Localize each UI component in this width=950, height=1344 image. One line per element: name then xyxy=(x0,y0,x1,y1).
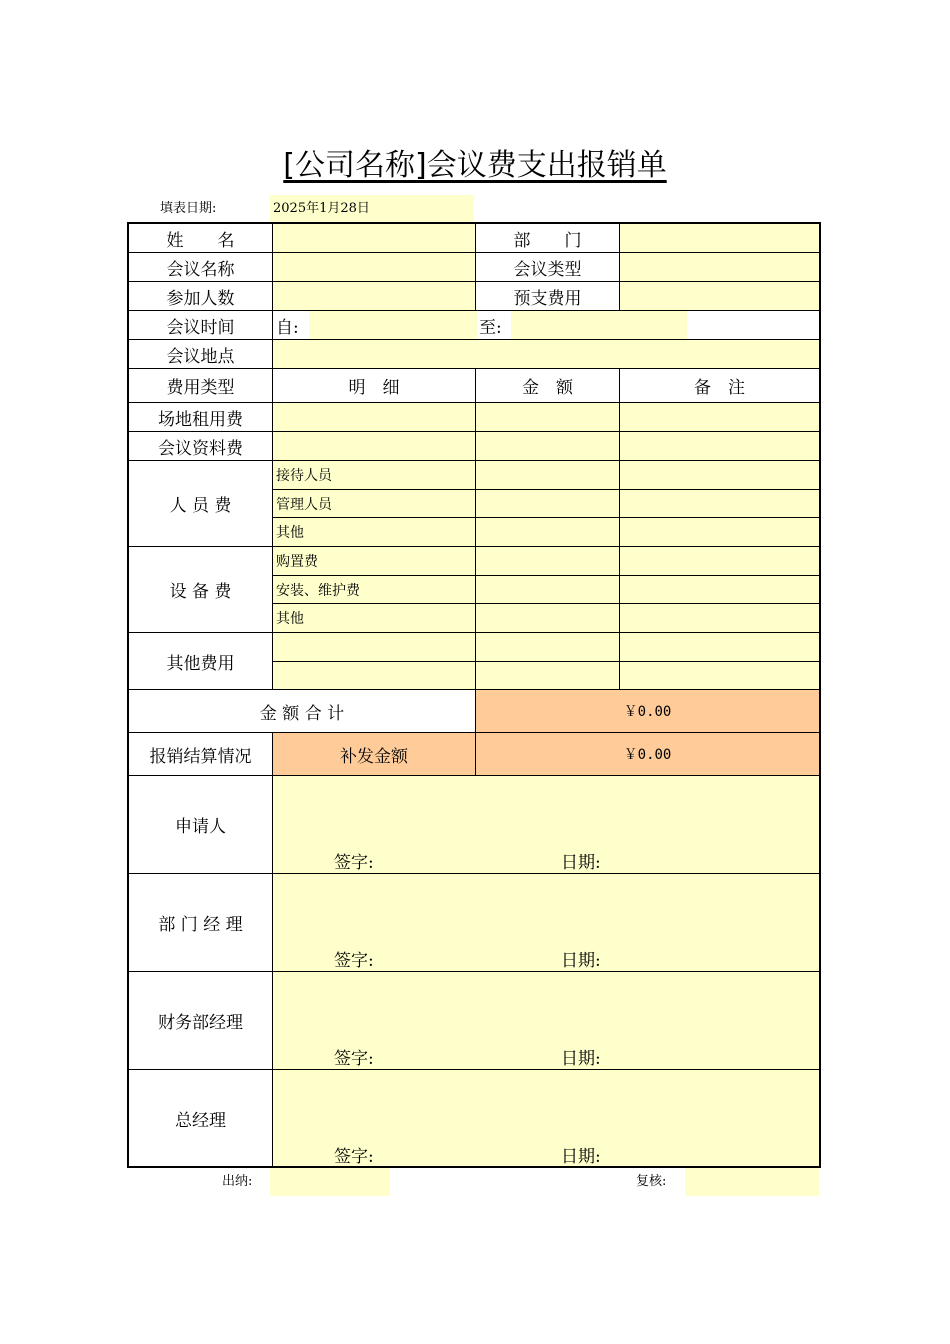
equip-purchase-amount[interactable] xyxy=(476,547,620,576)
label-material-fee: 会议资料费 xyxy=(129,432,273,461)
label-supplement: 补发金额 xyxy=(273,733,476,776)
fill-date-field[interactable]: 2025年1月28日 xyxy=(270,195,474,223)
dept-manager-sign-area[interactable] xyxy=(273,874,819,972)
meeting-name-field[interactable] xyxy=(273,253,476,282)
staff-other-field[interactable]: 其他 xyxy=(273,518,476,547)
page-title xyxy=(0,140,950,184)
title-text: [公司名称]会议费支出报销单 xyxy=(283,148,667,183)
other-fee-amount-1[interactable] xyxy=(476,633,620,662)
header-amount: 金 额 xyxy=(476,369,620,403)
label-other-fee: 其他费用 xyxy=(129,633,273,690)
attendees-field[interactable] xyxy=(273,282,476,311)
label-dept-manager: 部 门 经 理 xyxy=(129,874,273,972)
general-manager-sign-label: 签字: xyxy=(334,1147,374,1167)
label-name: 姓 名 xyxy=(129,224,273,253)
label-from: 自: xyxy=(276,317,299,338)
equip-other-remark[interactable] xyxy=(620,604,819,633)
equip-install-amount[interactable] xyxy=(476,576,620,604)
department-field[interactable] xyxy=(620,224,819,253)
meeting-time-row xyxy=(273,311,819,340)
cashier-field[interactable] xyxy=(270,1168,390,1196)
equip-install-field[interactable]: 安装、维护费 xyxy=(273,576,476,604)
label-applicant: 申请人 xyxy=(129,776,273,874)
material-detail-field[interactable] xyxy=(273,432,476,461)
other-fee-remark-2[interactable] xyxy=(620,662,819,690)
reviewer-field[interactable] xyxy=(685,1168,819,1196)
label-general-manager: 总经理 xyxy=(129,1070,273,1166)
applicant-sign-area[interactable] xyxy=(273,776,819,874)
finance-manager-sign-area[interactable] xyxy=(273,972,819,1070)
label-meeting-type: 会议类型 xyxy=(476,253,620,282)
label-finance-manager: 财务部经理 xyxy=(129,972,273,1070)
supplement-value: ￥0.00 xyxy=(476,733,819,776)
applicant-sign-label: 签字: xyxy=(334,853,374,873)
other-fee-field-2[interactable] xyxy=(273,662,476,690)
applicant-date-label: 日期: xyxy=(561,853,601,873)
other-fee-field-1[interactable] xyxy=(273,633,476,662)
other-fee-remark-1[interactable] xyxy=(620,633,819,662)
label-settlement: 报销结算情况 xyxy=(129,733,273,776)
material-remark-field[interactable] xyxy=(620,432,819,461)
meeting-place-field[interactable] xyxy=(273,340,819,369)
reviewer-label: 复核: xyxy=(636,1174,667,1189)
label-staff-fee: 人 员 费 xyxy=(129,461,273,547)
material-amount-field[interactable] xyxy=(476,432,620,461)
equip-purchase-field[interactable]: 购置费 xyxy=(273,547,476,576)
staff-reception-remark[interactable] xyxy=(620,461,819,490)
equip-other-field[interactable]: 其他 xyxy=(273,604,476,633)
time-to-field[interactable] xyxy=(511,311,687,339)
dept-manager-date-label: 日期: xyxy=(561,951,601,971)
label-to: 至: xyxy=(479,317,502,338)
staff-management-remark[interactable] xyxy=(620,490,819,518)
staff-reception-amount[interactable] xyxy=(476,461,620,490)
header-detail: 明 细 xyxy=(273,369,476,403)
fill-date-label: 填表日期: xyxy=(160,201,217,216)
budget-field[interactable] xyxy=(620,282,819,311)
dept-manager-sign-label: 签字: xyxy=(334,951,374,971)
equip-purchase-remark[interactable] xyxy=(620,547,819,576)
cashier-label: 出纳: xyxy=(222,1174,253,1189)
label-meeting-place: 会议地点 xyxy=(129,340,273,369)
label-equipment-fee: 设 备 费 xyxy=(129,547,273,633)
label-meeting-name: 会议名称 xyxy=(129,253,273,282)
venue-amount-field[interactable] xyxy=(476,403,620,432)
name-field[interactable] xyxy=(273,224,476,253)
venue-remark-field[interactable] xyxy=(620,403,819,432)
label-venue-fee: 场地租用费 xyxy=(129,403,273,432)
label-attendees: 参加人数 xyxy=(129,282,273,311)
header-remark: 备 注 xyxy=(620,369,819,403)
staff-management-amount[interactable] xyxy=(476,490,620,518)
equip-other-amount[interactable] xyxy=(476,604,620,633)
staff-other-amount[interactable] xyxy=(476,518,620,547)
label-budget: 预支费用 xyxy=(476,282,620,311)
total-value: ￥0.00 xyxy=(476,690,819,733)
label-department: 部 门 xyxy=(476,224,620,253)
general-manager-sign-area[interactable] xyxy=(273,1070,819,1166)
finance-manager-date-label: 日期: xyxy=(561,1049,601,1069)
venue-detail-field[interactable] xyxy=(273,403,476,432)
label-total: 金 额 合 计 xyxy=(129,690,476,733)
staff-management-field[interactable]: 管理人员 xyxy=(273,490,476,518)
meeting-type-field[interactable] xyxy=(620,253,819,282)
other-fee-amount-2[interactable] xyxy=(476,662,620,690)
header-fee-type: 费用类型 xyxy=(129,369,273,403)
finance-manager-sign-label: 签字: xyxy=(334,1049,374,1069)
staff-other-remark[interactable] xyxy=(620,518,819,547)
equip-install-remark[interactable] xyxy=(620,576,819,604)
expense-form-table xyxy=(127,222,821,1168)
staff-reception-field[interactable]: 接待人员 xyxy=(273,461,476,490)
time-from-field[interactable] xyxy=(309,311,477,339)
label-meeting-time: 会议时间 xyxy=(129,311,273,340)
general-manager-date-label: 日期: xyxy=(561,1147,601,1167)
